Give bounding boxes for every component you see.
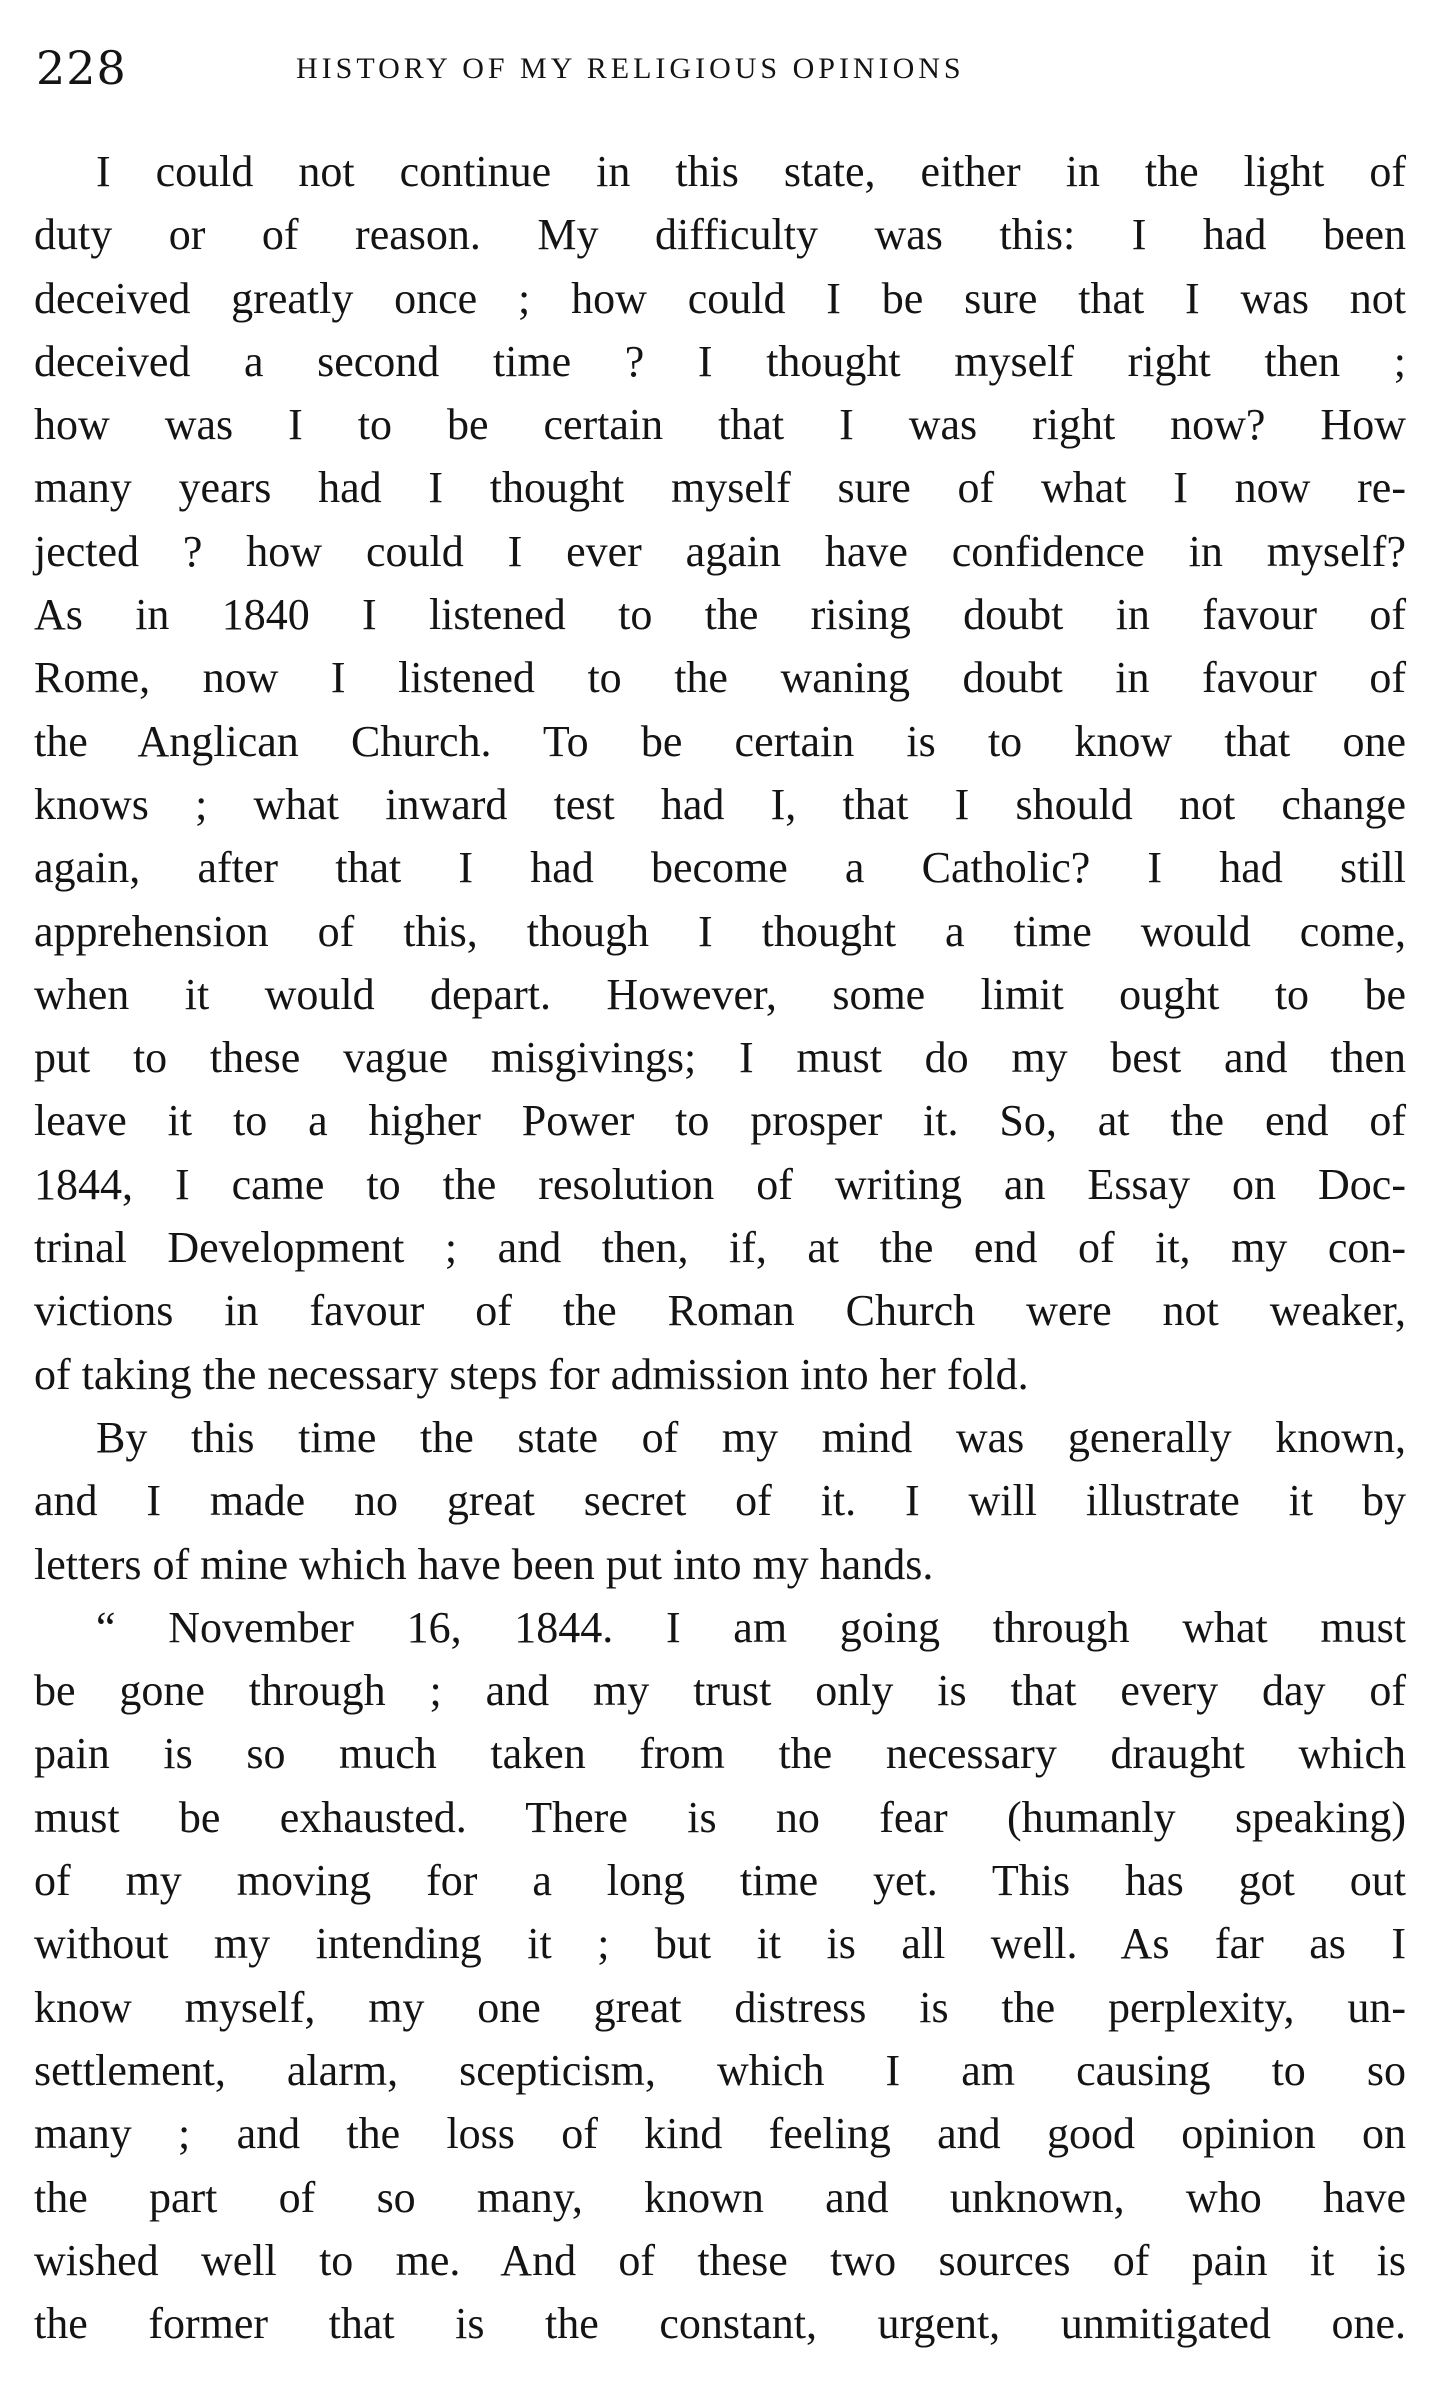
text-line: victions in favour of the Roman Church were not weaker,	[34, 1286, 1406, 1336]
text-line: wished well to me. And of these two sources of pain it is	[34, 2235, 1406, 2285]
text-line: letters of mine which have been put into my hands.	[34, 1539, 934, 1589]
text-line: the Anglican Church. To be certain is to know that one	[34, 716, 1406, 766]
text-line: must be exhausted. There is no fear (humanly speaking)	[34, 1792, 1406, 1842]
text-line: leave it to a higher Power to prosper it. So, at the end of	[34, 1096, 1406, 1146]
running-head	[36, 38, 1416, 98]
text-line: put to these vague misgivings; I must do my best and then	[34, 1033, 1406, 1083]
text-line: when it would depart. However, some limit ought to be	[34, 969, 1406, 1019]
text-line: and I made no great secret of it. I will illustrate it by	[34, 1476, 1406, 1526]
text-line: again, after that I had become a Catholic? I had still	[34, 843, 1406, 893]
text-line: pain is so much taken from the necessary draught which	[34, 1729, 1406, 1779]
text-line: “ November 16, 1844. I am going through what must	[96, 1602, 1406, 1652]
text-line: apprehension of this, though I thought a time would come,	[34, 906, 1406, 956]
page-number: 228	[36, 41, 127, 95]
text-line: how was I to be certain that I was right now? How	[34, 400, 1406, 450]
text-line: 1844, I came to the resolution of writing an Essay on Doc-	[34, 1159, 1406, 1209]
text-line: many ; and the loss of kind feeling and good opinion on	[34, 2109, 1406, 2159]
text-line: know myself, my one great distress is the perplexity, un-	[34, 1982, 1406, 2032]
text-line: I could not continue in this state, either in the light of	[96, 147, 1406, 196]
body-text	[34, 140, 1406, 2355]
text-line: As in 1840 I listened to the rising doubt in favour of	[34, 590, 1406, 640]
text-line: settlement, alarm, scepticism, which I am causing to so	[34, 2045, 1406, 2095]
running-title: HISTORY OF MY RELIGIOUS OPINIONS	[296, 52, 965, 85]
text-line: the former that is the constant, urgent, unmitigated one.	[34, 2299, 1406, 2349]
text-line: deceived a second time ? I thought myself right then ;	[34, 336, 1406, 386]
text-line: many years had I thought myself sure of what I now re-	[34, 463, 1406, 513]
text-line: deceived greatly once ; how could I be sure that I was not	[34, 273, 1406, 323]
text-line: By this time the state of my mind was generally known,	[96, 1412, 1406, 1462]
text-line: Rome, now I listened to the waning doubt in favour of	[34, 653, 1406, 703]
text-line: trinal Development ; and then, if, at the end of it, my con-	[34, 1223, 1406, 1273]
text-line: without my intending it ; but it is all well. As far as I	[34, 1919, 1406, 1969]
text-line: of taking the necessary steps for admission into her fold.	[34, 1349, 1029, 1399]
text-line: be gone through ; and my trust only is that every day of	[34, 1666, 1406, 1716]
text-line: knows ; what inward test had I, that I should not change	[34, 779, 1406, 829]
text-line: of my moving for a long time yet. This has got out	[34, 1856, 1406, 1906]
text-line: duty or of reason. My difficulty was this: I had been	[34, 210, 1406, 260]
text-line: the part of so many, known and unknown, who have	[34, 2172, 1406, 2222]
text-line: jected ? how could I ever again have confidence in myself?	[34, 526, 1406, 576]
